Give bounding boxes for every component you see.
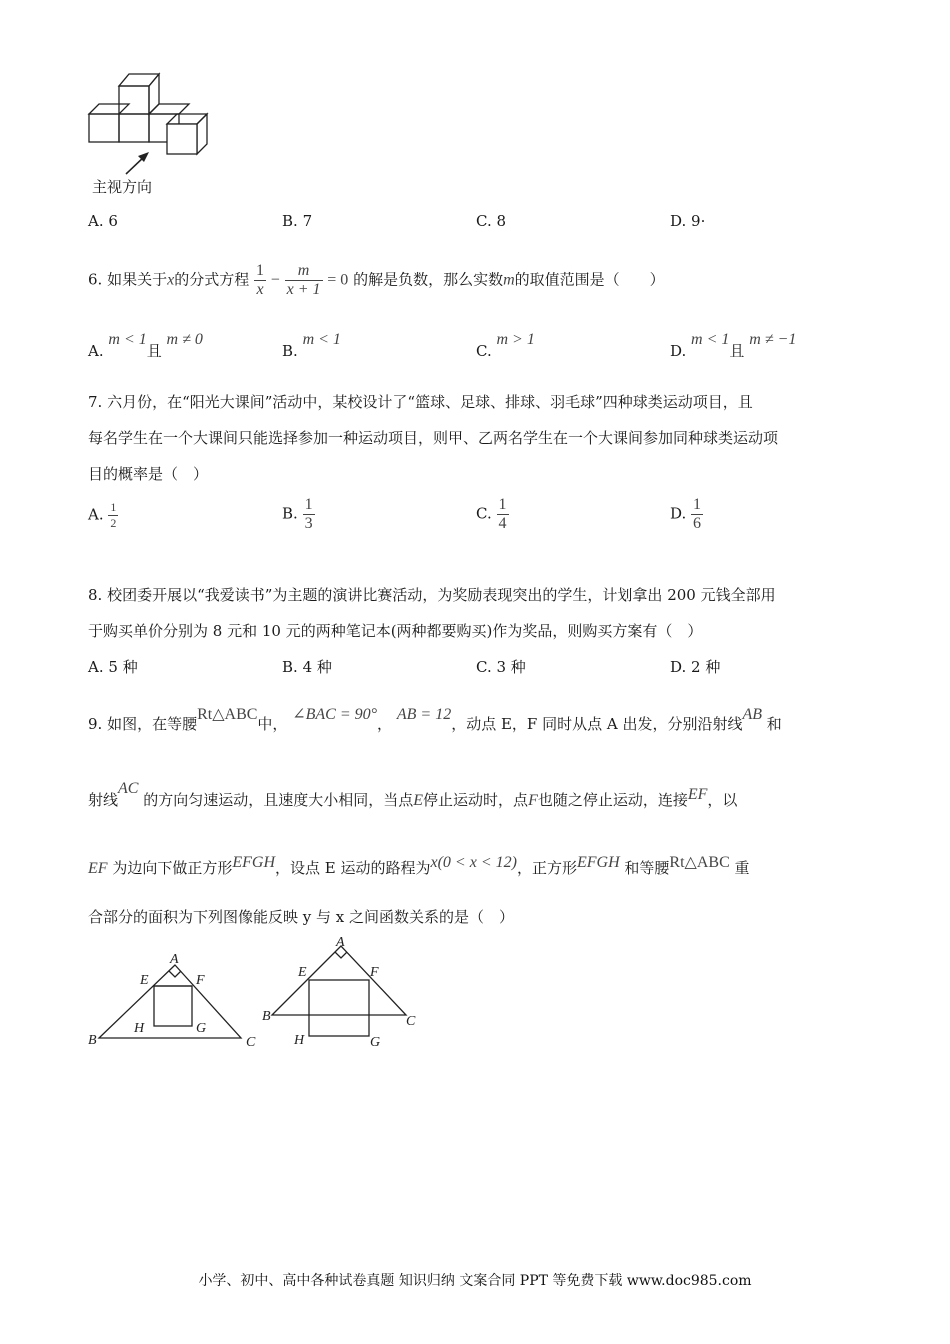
q9-line3: EF 为边向下做正方形EFGH，设点 E 运动的路程为x(0 < x < 12)，正方形EFGH 和等腰Rt△ABC 重 [88, 854, 750, 877]
svg-text:G: G [370, 1035, 381, 1050]
q6-option-d[interactable]: D. m < 1且 m ≠ −1 [670, 331, 797, 360]
q5-option-d[interactable]: D. 9· [670, 212, 706, 230]
svg-text:C: C [406, 1014, 416, 1029]
svg-text:A: A [336, 935, 345, 950]
figure-caption: 主视方向 [92, 178, 153, 196]
q8-line1: 8. 校团委开展以“我爱读书”为主题的演讲比赛活动，为奖励表现突出的学生，计划拿出 200 元钱全部用 [88, 586, 776, 604]
q9-figures [82, 930, 422, 1060]
q8-option-a[interactable]: A. 5 种 [88, 658, 138, 676]
figure-left [99, 965, 241, 1038]
label-A: A [170, 952, 179, 967]
q8-option-d[interactable]: D. 2 种 [670, 658, 721, 676]
q6-option-b[interactable]: B. m < 1 [282, 331, 341, 360]
q7-line3: 目的概率是（ ） [88, 465, 209, 483]
q5-option-a[interactable]: A. 6 [88, 212, 118, 230]
q7-line2: 每名学生在一个大课间只能选择参加一种运动项目，则甲、乙两名学生在一个大课间参加同种球类运动项 [88, 429, 779, 447]
q5-option-b[interactable]: B. 7 [282, 212, 313, 230]
q7-option-c[interactable]: C. $\frac{1}{4}$ [476, 496, 507, 532]
q7-line1: 7. 六月份，在“阳光大课间”活动中，某校设计了“篮球、足球、排球、羽毛球”四种球类运动项目，且 [88, 393, 753, 411]
q9-line1: 9. 如图，在等腰Rt△ABC中， ∠BAC = 90°， AB = 12，动点 E，F 同时从点 A 出发，分别沿射线AB 和 [88, 706, 782, 733]
q7-option-d[interactable]: D. $\frac{1}{6}$ [670, 496, 702, 532]
q9-line4: 合部分的面积为下列图像能反映 y 与 x 之间函数关系的是（ ） [88, 908, 515, 926]
svg-text:E: E [298, 965, 307, 980]
label-F: F [196, 973, 205, 988]
figure-right [272, 946, 406, 1036]
q8-option-b[interactable]: B. 4 种 [282, 658, 332, 676]
q7-option-a[interactable]: A. $\frac{1}{2}$ [88, 500, 117, 530]
svg-text:B: B [262, 1009, 271, 1024]
q5-option-c[interactable]: C. 8 [476, 212, 507, 230]
label-C: C [246, 1035, 256, 1050]
q7-option-b[interactable]: B. $\frac{1}{3}$ [282, 496, 313, 532]
footer-text: 小学、初中、高中各种试卷真题 知识归纳 文案合同 PPT 等免费下载 www.doc985.com [198, 1273, 752, 1289]
svg-text:H: H [294, 1033, 305, 1048]
label-E: E [140, 973, 149, 988]
q6-stem: 6. 如果关于x的分式方程 $\frac{1}{x}$ − $\frac{m}{x + 1}$ = 0 的解是负数，那么实数m的取值范围是（ ） [88, 262, 665, 298]
q8-option-c[interactable]: C. 3 种 [476, 658, 526, 676]
q6-option-c[interactable]: C. m > 1 [476, 331, 535, 360]
svg-text:F: F [370, 965, 379, 980]
label-G: G [196, 1021, 207, 1036]
label-H: H [134, 1021, 145, 1036]
q6-option-a[interactable]: A. m < 1且 m ≠ 0 [88, 331, 203, 360]
label-B: B [88, 1033, 97, 1048]
q8-line2: 于购买单价分别为 8 元和 10 元的两种笔记本(两种都要购买)作为奖品，则购买方案有（ ） [88, 622, 703, 640]
q9-line2: 射线AC 的方向匀速运动，且速度大小相同，当点E停止运动时，点F也随之停止运动，连接EF，以 [88, 780, 738, 809]
